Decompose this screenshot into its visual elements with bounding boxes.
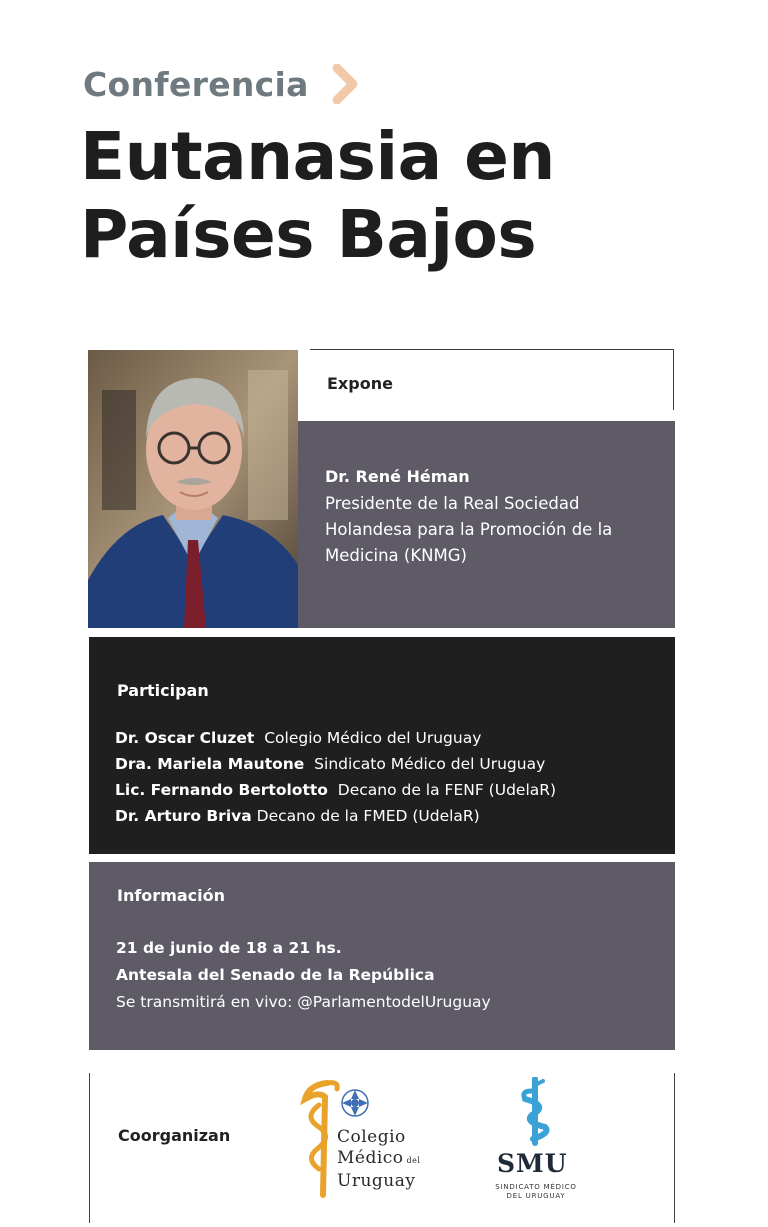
event-date: 21 de junio de 18 a 21 hs. — [116, 939, 342, 957]
participants-label: Participan — [117, 681, 209, 700]
smu-logo — [485, 1077, 595, 1202]
cmu-logo — [297, 1075, 457, 1200]
chevron-right-icon — [331, 64, 363, 104]
participant-name: Dr. Arturo Briva — [115, 807, 252, 825]
event-stream: Se transmitirá en vivo: @ParlamentodelUruguay — [116, 993, 491, 1011]
participant-org: Decano de la FMED (UdelaR) — [256, 807, 480, 825]
list-item — [115, 751, 556, 777]
list-item — [115, 803, 556, 829]
list-item — [115, 777, 556, 803]
participants-panel — [89, 637, 675, 854]
participant-org: Colegio Médico del Uruguay — [264, 729, 482, 747]
participants-list — [115, 725, 556, 829]
participant-name: Lic. Fernando Bertolotto — [115, 781, 328, 799]
speaker-photo — [88, 350, 298, 628]
title-line-2: Países Bajos — [80, 196, 537, 273]
participant-org: Decano de la FENF (UdelaR) — [337, 781, 557, 799]
cmu-line-2-small: del — [406, 1156, 421, 1165]
cmu-line-1: Colegio — [337, 1127, 406, 1147]
cmu-line-2-wrap — [337, 1148, 420, 1171]
info-panel — [89, 862, 675, 1050]
participant-org: Sindicato Médico del Uruguay — [314, 755, 546, 773]
speaker-name: Dr. René Héman — [325, 467, 470, 486]
coorg-right-rule — [674, 1073, 675, 1223]
list-item — [115, 725, 556, 751]
asclepius-rod-logo-icon — [485, 1077, 595, 1149]
cmu-line-3: Uruguay — [337, 1171, 416, 1191]
participant-name: Dr. Oscar Cluzet — [115, 729, 255, 747]
smu-subtitle — [485, 1183, 587, 1201]
expone-label: Expone — [327, 374, 393, 393]
event-place: Antesala del Senado de la República — [116, 966, 435, 984]
cmu-wordmark — [337, 1127, 420, 1192]
speaker-role: Presidente de la Real Sociedad Holandesa para la Promoción de la Medicina (KNMG) — [325, 494, 613, 565]
title-line-1: Eutanasia en — [80, 118, 555, 195]
info-lines — [116, 935, 491, 1016]
cmu-line-2: Médico — [337, 1148, 404, 1168]
speaker-panel — [298, 421, 675, 628]
kicker-label: Conferencia — [83, 64, 309, 104]
smu-name: SMU — [497, 1149, 568, 1178]
coorg-left-rule — [89, 1073, 90, 1223]
page-title — [80, 118, 555, 274]
participant-name: Dra. Mariela Mautone — [115, 755, 305, 773]
info-label: Información — [117, 886, 226, 905]
smu-sub-line-2: DEL URUGUAY — [506, 1192, 566, 1200]
coorg-label: Coorganizan — [118, 1126, 231, 1145]
smu-sub-line-1: SINDICATO MÉDICO — [495, 1183, 577, 1191]
kicker — [83, 64, 363, 104]
